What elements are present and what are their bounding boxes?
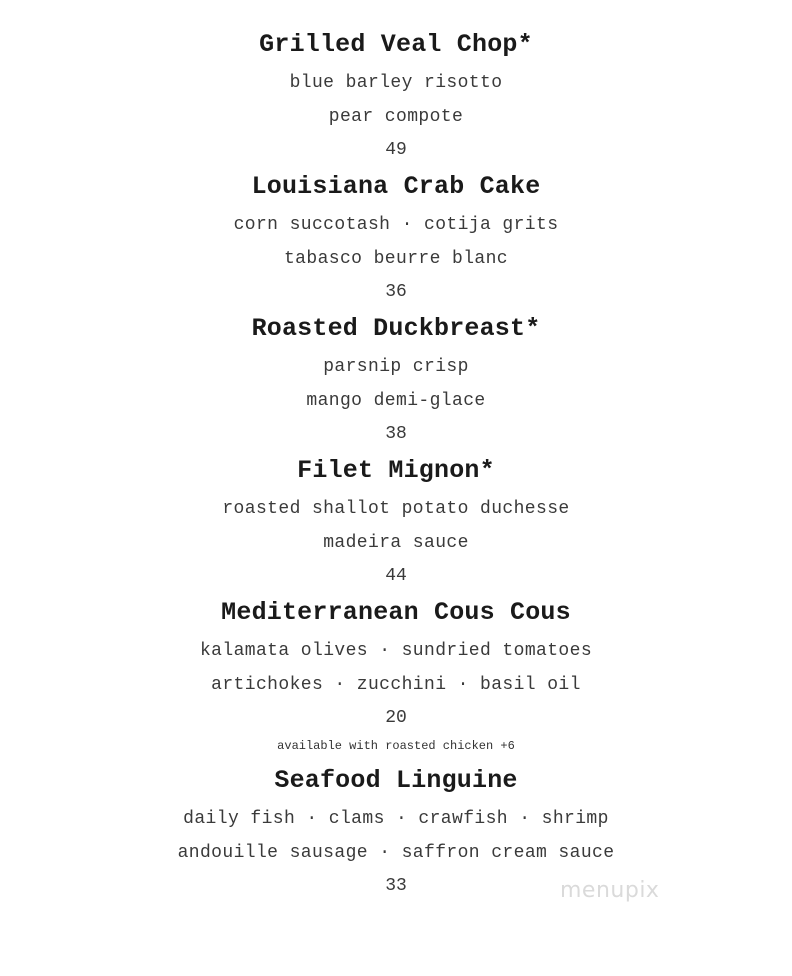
menu-item-filet-mignon bbox=[0, 454, 792, 592]
item-price: 20 bbox=[385, 708, 407, 728]
menu-item-seafood-linguine bbox=[0, 764, 792, 902]
item-price: 38 bbox=[385, 424, 407, 444]
item-description-line: pear compote bbox=[328, 107, 464, 127]
item-description-line: madeira sauce bbox=[323, 533, 469, 553]
item-description-line: mango demi-glace bbox=[306, 391, 486, 411]
menu-item-grilled-veal-chop bbox=[0, 28, 792, 166]
item-price: 49 bbox=[385, 140, 407, 160]
item-description-line: tabasco beurre blanc bbox=[283, 249, 509, 269]
item-description-line: corn succotash · cotija grits bbox=[233, 215, 559, 235]
item-name: Grilled Veal Chop* bbox=[259, 30, 533, 59]
item-name: Filet Mignon* bbox=[297, 456, 495, 485]
item-price: 44 bbox=[385, 566, 407, 586]
item-name: Roasted Duckbreast* bbox=[251, 314, 541, 343]
menu-item-louisiana-crab-cake bbox=[0, 170, 792, 308]
item-description-line: blue barley risotto bbox=[289, 73, 503, 93]
item-note: available with roasted chicken +6 bbox=[277, 739, 515, 753]
item-description-line: daily fish · clams · crawfish · shrimp bbox=[183, 809, 609, 829]
item-name: Mediterranean Cous Cous bbox=[221, 598, 571, 627]
item-description-line: roasted shallot potato duchesse bbox=[222, 499, 570, 519]
menu-list bbox=[0, 28, 792, 906]
item-price: 33 bbox=[385, 876, 407, 896]
menu-item-roasted-duckbreast bbox=[0, 312, 792, 450]
item-description-line: andouille sausage · saffron cream sauce bbox=[177, 843, 615, 863]
item-description-line: parsnip crisp bbox=[323, 357, 469, 377]
item-price: 36 bbox=[385, 282, 407, 302]
item-name: Seafood Linguine bbox=[274, 766, 518, 795]
item-description-line: kalamata olives · sundried tomatoes bbox=[199, 641, 593, 661]
item-name: Louisiana Crab Cake bbox=[251, 172, 541, 201]
menu-item-mediterranean-cous-cous bbox=[0, 596, 792, 754]
item-description-line: artichokes · zucchini · basil oil bbox=[211, 675, 581, 695]
watermark-logo: menupix bbox=[560, 878, 660, 903]
